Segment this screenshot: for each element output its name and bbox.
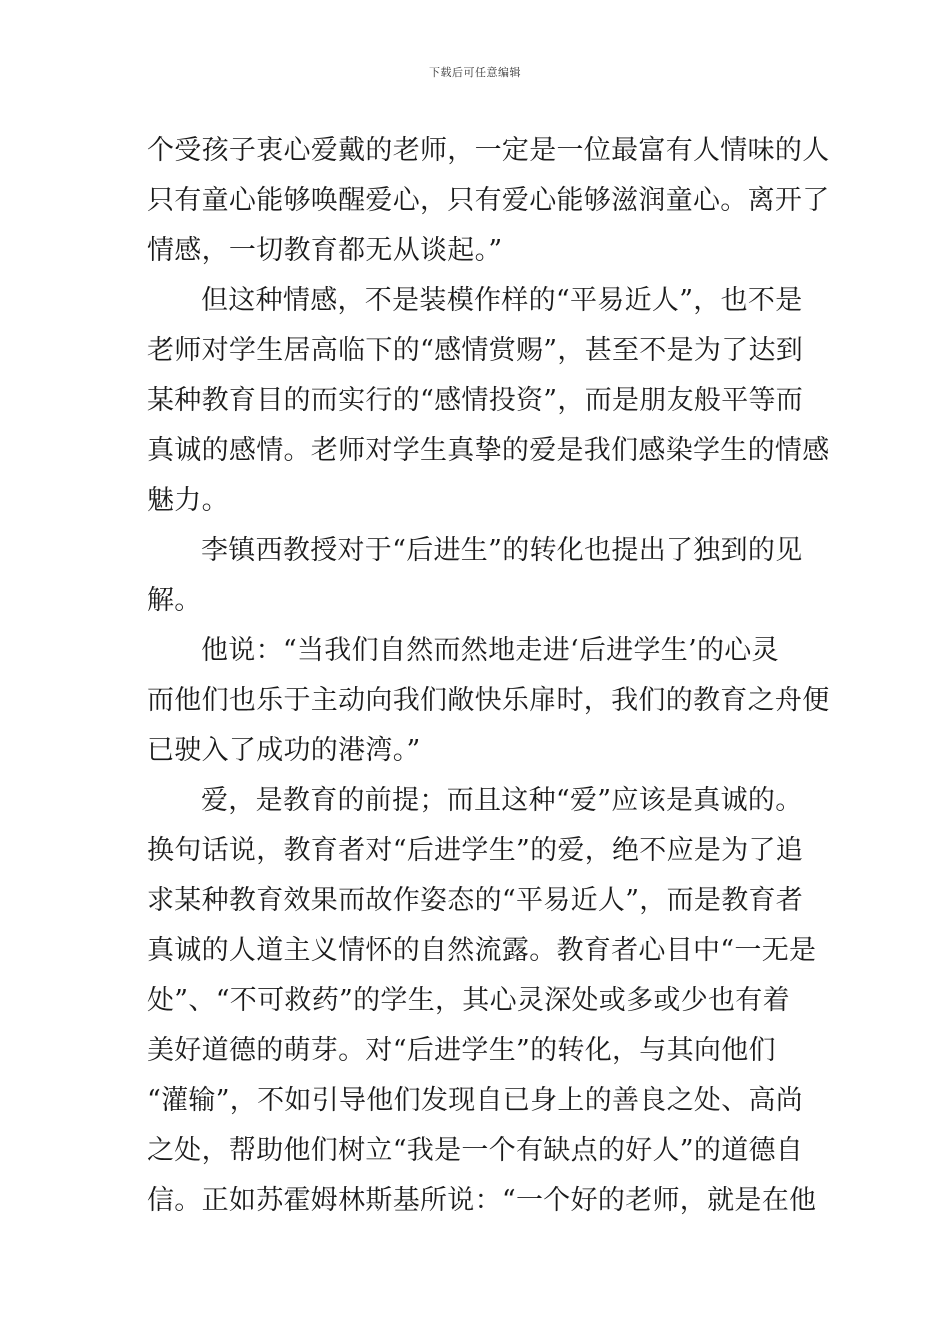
text-line: 爱，是教育的前提；而且这种“爱”应该是真诚的。 <box>201 785 803 816</box>
text-line: 老师对学生居高临下的“感情赏赐”，甚至不是为了达到 <box>147 335 804 366</box>
text-line: 信。正如苏霍姆林斯基所说：“一个好的老师，就是在他 <box>147 1185 817 1216</box>
text-line: 魅力。 <box>147 485 229 516</box>
text-line: 美好道德的萌芽。对“后进学生”的转化，与其向他们 <box>147 1035 776 1066</box>
text-line: 李镇西教授对于“后进生”的转化也提出了独到的见 <box>201 535 803 566</box>
text-line: 之处，帮助他们树立“我是一个有缺点的好人”的道德自 <box>147 1135 804 1166</box>
text-line: 他说：“当我们自然而然地走进‘后进学生’的心灵 <box>201 635 779 666</box>
text-line: 只有童心能够唤醒爱心，只有爱心能够滋润童心。离开了 <box>147 185 830 216</box>
text-line: 但这种情感，不是装模作样的“平易近人”，也不是 <box>201 285 803 316</box>
text-line: 而他们也乐于主动向我们敞快乐扉时，我们的教育之舟便 <box>147 685 830 716</box>
text-line: 换句话说，教育者对“后进学生”的爱，绝不应是为了追 <box>147 835 804 866</box>
text-line: 个受孩子衷心爱戴的老师，一定是一位最富有人情味的人 <box>147 135 830 166</box>
text-line: 求某种教育效果而故作姿态的“平易近人”，而是教育者 <box>147 885 804 916</box>
text-line: 情感，一切教育都无从谈起。” <box>147 235 503 266</box>
text-line: “灌输”，不如引导他们发现自已身上的善良之处、高尚 <box>147 1085 804 1116</box>
text-line: 已驶入了成功的港湾。” <box>147 735 421 766</box>
document-body <box>147 126 830 1226</box>
text-line: 某种教育目的而实行的“感情投资”，而是朋友般平等而 <box>147 385 804 416</box>
text-line: 处”、“不可救药”的学生，其心灵深处或多或少也有着 <box>147 985 790 1016</box>
page-header-note: 下载后可任意编辑 <box>429 66 521 79</box>
text-line: 真诚的人道主义情怀的自然流露。教育者心目中“一无是 <box>147 935 817 966</box>
text-line: 解。 <box>147 585 202 616</box>
text-line: 真诚的感情。老师对学生真挚的爱是我们感染学生的情感 <box>147 435 830 466</box>
